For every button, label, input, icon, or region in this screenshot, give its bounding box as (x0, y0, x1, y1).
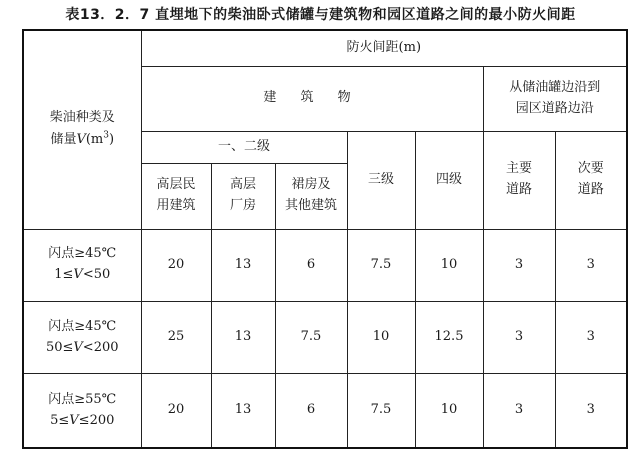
table-cell: 13 (211, 374, 275, 448)
table-cell: 7.5 (275, 301, 347, 373)
buildings-header (141, 66, 483, 131)
corner-header-line1: 柴油种类及 (49, 110, 115, 126)
table-cell: 10 (347, 301, 415, 373)
table-cell: 10 (415, 374, 483, 448)
table-cell: 3 (483, 301, 555, 373)
table-cell: 10 (415, 229, 483, 301)
row-label: 闪点≥55℃ 5≤V≤200 (23, 374, 141, 448)
table-cell: 6 (275, 374, 347, 448)
from-tank-header (483, 66, 627, 131)
secondary-road-header: 次要 道路 (555, 131, 627, 229)
from-tank-line2: 园区道路边沿 (515, 100, 594, 116)
table-cell: 3 (483, 229, 555, 301)
grade-3-header: 三级 (347, 131, 415, 229)
table-cell: 13 (211, 229, 275, 301)
fire-distance-table (22, 29, 628, 449)
table-cell: 25 (141, 301, 211, 373)
row-label: 闪点≥45℃ 50≤V<200 (23, 301, 141, 373)
buildings-header-text: 建 筑 物 (263, 90, 361, 106)
table-cell: 13 (211, 301, 275, 373)
table-cell: 20 (141, 229, 211, 301)
table-cell: 3 (555, 374, 627, 448)
corner-header-line2: 储量$V(m^3)$ (50, 131, 115, 148)
table-cell: 3 (483, 374, 555, 448)
main-road-header: 主要 道路 (483, 131, 555, 229)
from-tank-line1: 从储油罐边沿到 (509, 79, 601, 95)
highrise-civil-header: 高层民 用建筑 (141, 163, 211, 229)
table-row (23, 229, 627, 301)
fire-distance-header: 防火间距(m) (141, 30, 627, 66)
grade-4-header: 四级 (415, 131, 483, 229)
table-cell: 12.5 (415, 301, 483, 373)
table-cell: 7.5 (347, 229, 415, 301)
corner-header (23, 30, 141, 229)
table-row (23, 301, 627, 373)
table-cell: 20 (141, 374, 211, 448)
table-row (23, 374, 627, 448)
row-label: 闪点≥45℃ 1≤V<50 (23, 229, 141, 301)
table-cell: 7.5 (347, 374, 415, 448)
grade-1-2-header: 一、二级 (141, 131, 347, 163)
table-cell: 3 (555, 301, 627, 373)
table-title: 表13．2．7 直埋地下的柴油卧式储罐与建筑物和园区道路之间的最小防火间距 (65, 7, 576, 23)
table-cell: 3 (555, 229, 627, 301)
table-cell: 6 (275, 229, 347, 301)
podium-other-header: 裙房及 其他建筑 (275, 163, 347, 229)
highrise-factory-header: 高层 厂房 (211, 163, 275, 229)
